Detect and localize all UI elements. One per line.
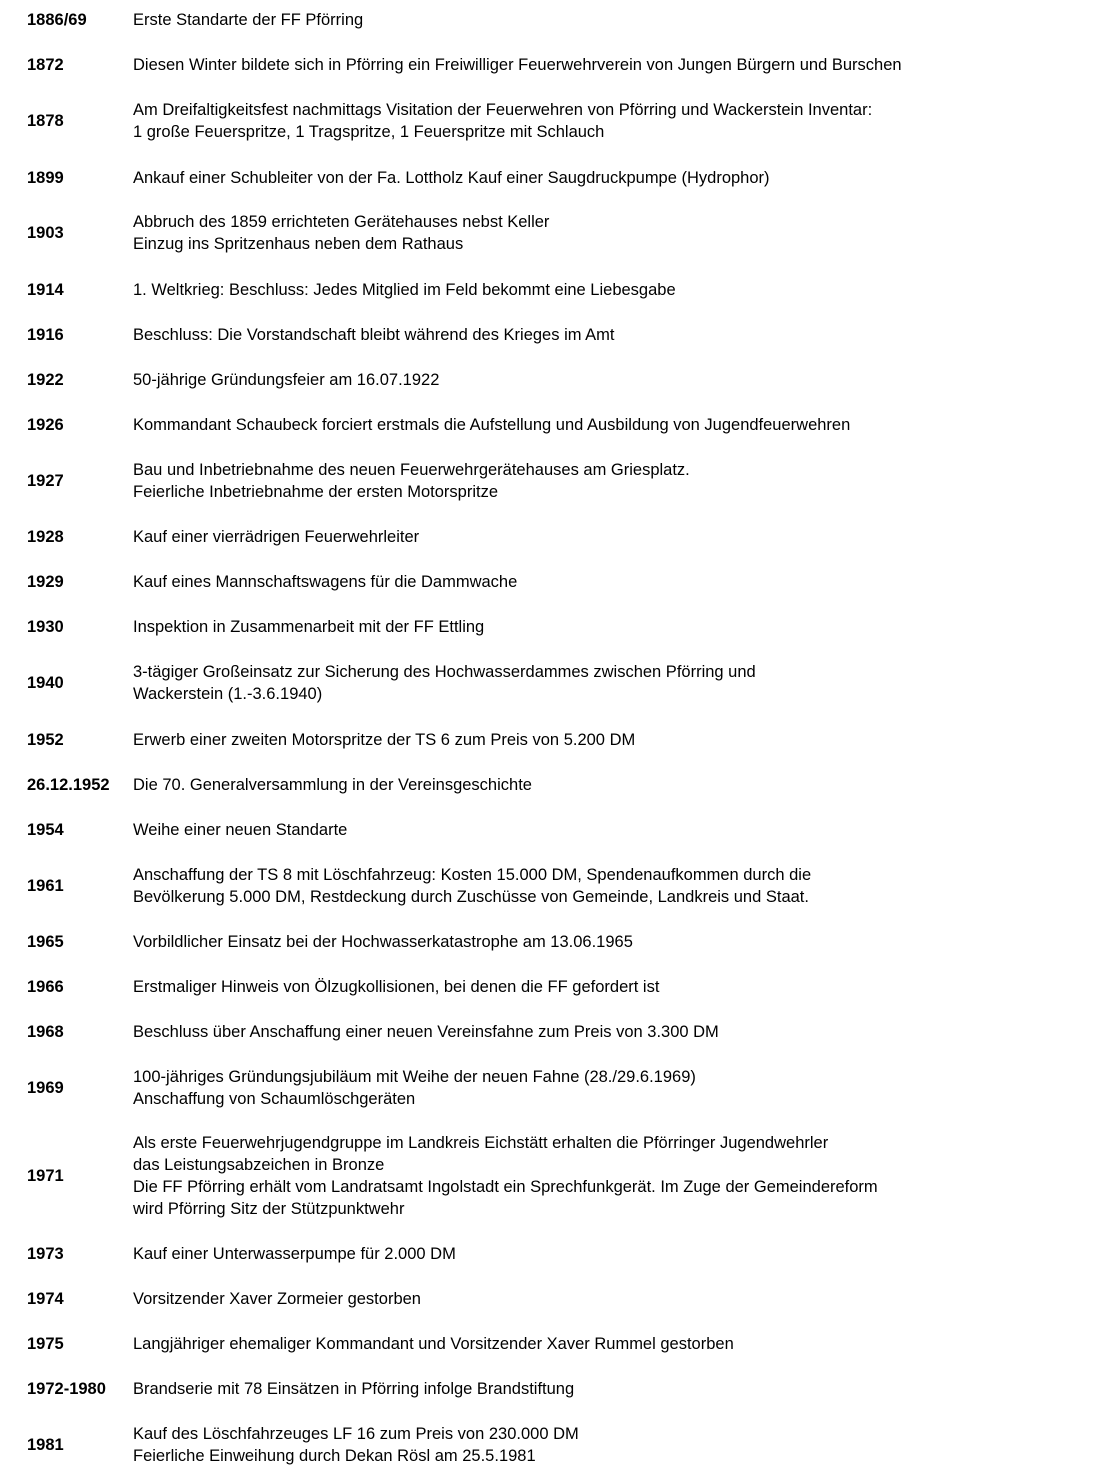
entry-description xyxy=(133,1132,1083,1220)
entry-description xyxy=(133,931,1083,953)
entry-text-line: Die 70. Generalversammlung in der Vereinsgeschichte xyxy=(133,776,532,794)
chronicle-entry xyxy=(0,729,1100,751)
entry-year: 1928 xyxy=(27,528,64,546)
chronicle-entry xyxy=(0,1132,1100,1220)
entry-year: 1930 xyxy=(27,618,64,636)
entry-year: 1927 xyxy=(27,472,64,490)
entry-text-line: Weihe einer neuen Standarte xyxy=(133,821,348,839)
entry-text-line: Die FF Pförring erhält vom Landratsamt Ingolstadt ein Sprechfunkgerät. Im Zuge der Gemeindereform xyxy=(133,1178,878,1196)
entry-year: 1974 xyxy=(27,1290,64,1308)
entry-year: 1975 xyxy=(27,1335,64,1353)
chronicle-entry xyxy=(0,931,1100,953)
entry-text-line: Beschluss über Anschaffung einer neuen Vereinsfahne zum Preis von 3.300 DM xyxy=(133,1023,719,1041)
chronicle-entry xyxy=(0,324,1100,346)
entry-description xyxy=(133,661,1083,705)
entry-description xyxy=(133,526,1083,548)
chronicle-entry xyxy=(0,369,1100,391)
entry-text-line: Erstmaliger Hinweis von Ölzugkollisionen, bei denen die FF gefordert ist xyxy=(133,978,660,996)
entry-description xyxy=(133,1066,1083,1110)
entry-text-line: Diesen Winter bildete sich in Pförring ein Freiwilliger Feuerwehrverein von Jungen Bürgern und Burschen xyxy=(133,56,902,74)
chronicle-entry xyxy=(0,571,1100,593)
entry-text-line: Vorbildlicher Einsatz bei der Hochwasserkatastrophe am 13.06.1965 xyxy=(133,933,633,951)
entry-text-line: 50-jährige Gründungsfeier am 16.07.1922 xyxy=(133,371,440,389)
entry-year: 1973 xyxy=(27,1245,64,1263)
entry-description xyxy=(133,167,1083,189)
entry-text-line: Bau und Inbetriebnahme des neuen Feuerwehrgerätehauses am Griesplatz. xyxy=(133,461,690,479)
entry-year: 1922 xyxy=(27,371,64,389)
chronicle-entry xyxy=(0,1066,1100,1110)
entry-description xyxy=(133,729,1083,751)
chronicle-entry xyxy=(0,976,1100,998)
entry-text-line: Abbruch des 1859 errichteten Gerätehauses nebst Keller xyxy=(133,213,550,231)
entry-description xyxy=(133,864,1083,908)
entry-text-line: Ankauf einer Schubleiter von der Fa. Lottholz Kauf einer Saugdruckpumpe (Hydrophor) xyxy=(133,169,770,187)
entry-text-line: 3-tägiger Großeinsatz zur Sicherung des Hochwasserdammes zwischen Pförring und xyxy=(133,663,756,681)
entry-text-line: Feierliche Inbetriebnahme der ersten Motorspritze xyxy=(133,483,499,501)
entry-description xyxy=(133,54,1083,76)
entry-year: 1886/69 xyxy=(27,11,87,29)
entry-description xyxy=(133,369,1083,391)
entry-year: 26.12.1952 xyxy=(27,776,110,794)
entry-year: 1872 xyxy=(27,56,64,74)
entry-text-line: Erwerb einer zweiten Motorspritze der TS 6 zum Preis von 5.200 DM xyxy=(133,731,636,749)
chronicle-entry xyxy=(0,414,1100,436)
chronicle-entry xyxy=(0,616,1100,638)
entry-text-line: 1 große Feuerspritze, 1 Tragspritze, 1 Feuerspritze mit Schlauch xyxy=(133,123,605,141)
entry-text-line: 100-jähriges Gründungsjubiläum mit Weihe der neuen Fahne (28./29.6.1969) xyxy=(133,1068,696,1086)
entry-text-line: Kauf eines Mannschaftswagens für die Dammwache xyxy=(133,573,518,591)
entry-year: 1981 xyxy=(27,1436,64,1454)
entry-year: 1940 xyxy=(27,674,64,692)
entry-text-line: Feierliche Einweihung durch Dekan Rösl am 25.5.1981 xyxy=(133,1447,536,1465)
entry-description xyxy=(133,774,1083,796)
entry-year: 1972-1980 xyxy=(27,1380,106,1398)
chronicle-entry xyxy=(0,1243,1100,1265)
entry-description xyxy=(133,9,1083,31)
chronicle-entry xyxy=(0,167,1100,189)
entry-text-line: Erste Standarte der FF Pförring xyxy=(133,11,364,29)
entry-year: 1969 xyxy=(27,1079,64,1097)
entry-year: 1914 xyxy=(27,281,64,299)
entry-text-line: Beschluss: Die Vorstandschaft bleibt während des Krieges im Amt xyxy=(133,326,615,344)
entry-text-line: Kauf einer Unterwasserpumpe für 2.000 DM xyxy=(133,1245,456,1263)
entry-description xyxy=(133,976,1083,998)
entry-description xyxy=(133,211,1083,255)
chronicle-entry xyxy=(0,1021,1100,1043)
entry-text-line: Als erste Feuerwehrjugendgruppe im Landkreis Eichstätt erhalten die Pförringer Jugendwehrler xyxy=(133,1134,829,1152)
entry-text-line: Am Dreifaltigkeitsfest nachmittags Visitation der Feuerwehren von Pförring und Wackerstein Inventar: xyxy=(133,101,873,119)
entry-description xyxy=(133,616,1083,638)
entry-description xyxy=(133,459,1083,503)
entry-year: 1971 xyxy=(27,1167,64,1185)
entry-description xyxy=(133,1333,1083,1355)
entry-description xyxy=(133,279,1083,301)
chronicle-entry xyxy=(0,459,1100,503)
entry-text-line: Bevölkerung 5.000 DM, Restdeckung durch Zuschüsse von Gemeinde, Landkreis und Staat. xyxy=(133,888,809,906)
entry-text-line: wird Pförring Sitz der Stützpunktwehr xyxy=(133,1200,405,1218)
entry-description xyxy=(133,1378,1083,1400)
entry-text-line: Anschaffung von Schaumlöschgeräten xyxy=(133,1090,416,1108)
entry-description xyxy=(133,1243,1083,1265)
chronicle-entry xyxy=(0,279,1100,301)
chronicle-entry xyxy=(0,99,1100,143)
entry-year: 1965 xyxy=(27,933,64,951)
entry-text-line: Kauf des Löschfahrzeuges LF 16 zum Preis von 230.000 DM xyxy=(133,1425,579,1443)
entry-year: 1966 xyxy=(27,978,64,996)
entry-description xyxy=(133,1021,1083,1043)
entry-text-line: Kauf einer vierrädrigen Feuerwehrleiter xyxy=(133,528,420,546)
entry-text-line: das Leistungsabzeichen in Bronze xyxy=(133,1156,385,1174)
entry-year: 1968 xyxy=(27,1023,64,1041)
entry-text-line: Langjähriger ehemaliger Kommandant und Vorsitzender Xaver Rummel gestorben xyxy=(133,1335,734,1353)
chronicle-entry xyxy=(0,1333,1100,1355)
chronicle-entry xyxy=(0,661,1100,705)
entry-description xyxy=(133,1423,1083,1467)
entry-year: 1878 xyxy=(27,112,64,130)
chronicle-entry xyxy=(0,1378,1100,1400)
entry-text-line: Einzug ins Spritzenhaus neben dem Rathaus xyxy=(133,235,464,253)
entry-text-line: Wackerstein (1.-3.6.1940) xyxy=(133,685,323,703)
chronicle-entry xyxy=(0,774,1100,796)
entry-year: 1961 xyxy=(27,877,64,895)
chronicle-entry xyxy=(0,9,1100,31)
entry-text-line: Kommandant Schaubeck forciert erstmals die Aufstellung und Ausbildung von Jugendfeuerwehren xyxy=(133,416,851,434)
entry-description xyxy=(133,99,1083,143)
entry-year: 1916 xyxy=(27,326,64,344)
entry-text-line: Anschaffung der TS 8 mit Löschfahrzeug: Kosten 15.000 DM, Spendenaufkommen durch die xyxy=(133,866,812,884)
chronicle-entry xyxy=(0,54,1100,76)
entry-description xyxy=(133,1288,1083,1310)
entry-text-line: Vorsitzender Xaver Zormeier gestorben xyxy=(133,1290,421,1308)
entry-year: 1929 xyxy=(27,573,64,591)
entry-description xyxy=(133,324,1083,346)
entry-year: 1954 xyxy=(27,821,64,839)
entry-text-line: Inspektion in Zusammenarbeit mit der FF Ettling xyxy=(133,618,485,636)
entry-description xyxy=(133,571,1083,593)
chronicle-entry xyxy=(0,864,1100,908)
entry-description xyxy=(133,819,1083,841)
chronicle-entry xyxy=(0,1288,1100,1310)
entry-text-line: 1. Weltkrieg: Beschluss: Jedes Mitglied im Feld bekommt eine Liebesgabe xyxy=(133,281,676,299)
entry-text-line: Brandserie mit 78 Einsätzen in Pförring infolge Brandstiftung xyxy=(133,1380,575,1398)
entry-year: 1899 xyxy=(27,169,64,187)
entry-year: 1903 xyxy=(27,224,64,242)
chronicle-entry xyxy=(0,526,1100,548)
chronicle-entry xyxy=(0,1423,1100,1467)
entry-year: 1952 xyxy=(27,731,64,749)
chronicle-entry xyxy=(0,211,1100,255)
chronicle-entry xyxy=(0,819,1100,841)
entry-year: 1926 xyxy=(27,416,64,434)
entry-description xyxy=(133,414,1083,436)
